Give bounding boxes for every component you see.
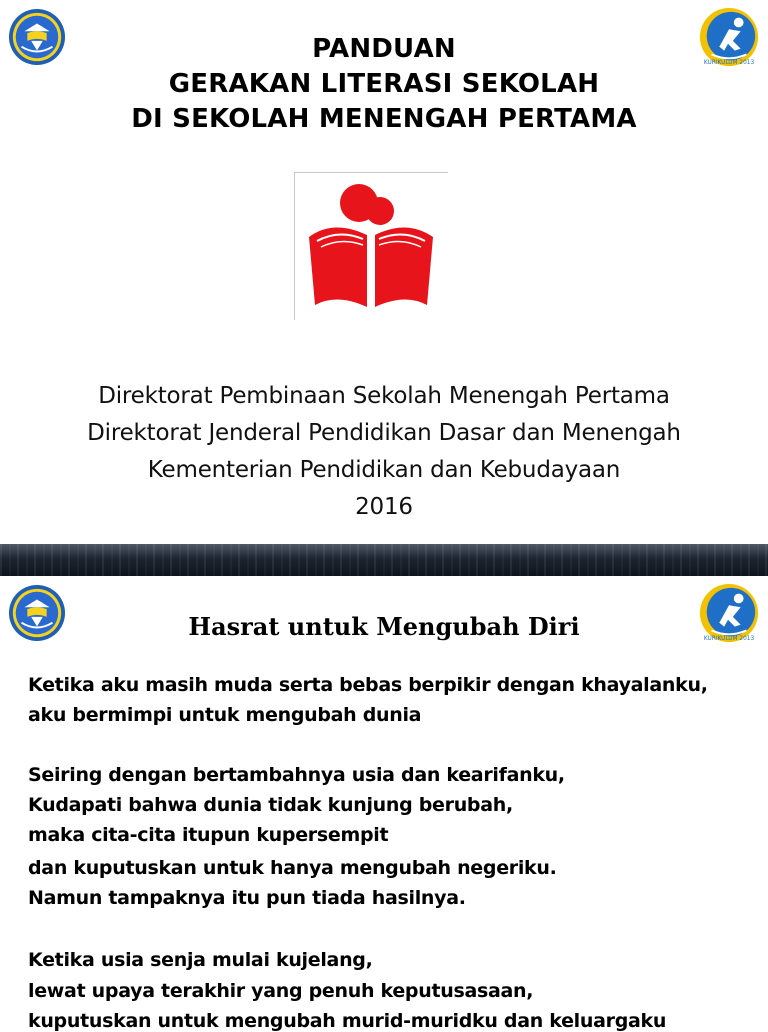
doc-title-line-1: PANDUAN <box>312 34 456 64</box>
doc-title-line-2: GERAKAN LITERASI SEKOLAH <box>168 69 600 99</box>
poem-line: dan kuputuskan untuk hanya mengubah negeriku. <box>28 857 557 879</box>
literacy-book-logo <box>294 172 448 320</box>
poem-line: kuputuskan untuk mengubah murid-muridku dan keluargaku <box>28 1010 667 1032</box>
poem-line: Ketika usia senja mulai kujelang, <box>28 949 373 971</box>
kurikulum-logo-text: KURIKULUM 2013 <box>703 60 755 67</box>
poem-line: Namun tampaknya itu pun tiada hasilnya. <box>28 887 466 909</box>
open-book-icon <box>295 173 449 321</box>
poem-line: aku bermimpi untuk mengubah dunia <box>28 704 422 726</box>
doc-title-line-3: DI SEKOLAH MENENGAH PERTAMA <box>131 104 637 134</box>
poem-line: lewat upaya terakhir yang penuh keputusasaan, <box>28 980 534 1002</box>
publication-year: 2016 <box>355 494 413 520</box>
institution-line-1: Direktorat Pembinaan Sekolah Menengah Pertama <box>98 383 670 409</box>
slide-divider <box>0 544 768 576</box>
poem-line: Ketika aku masih muda serta bebas berpikir dengan khayalanku, <box>28 674 708 696</box>
poem-line: Kudapati bahwa dunia tidak kunjung berubah, <box>28 794 513 816</box>
institution-line-2: Direktorat Jenderal Pendidikan Dasar dan Menengah <box>87 420 681 446</box>
institution-line-3: Kementerian Pendidikan dan Kebudayaan <box>147 457 621 483</box>
kurikulum-logo-text-2: KURIKULUM 2013 <box>703 636 755 643</box>
poem-title: Hasrat untuk Mengubah Diri <box>188 612 580 641</box>
poem-line: maka cita-cita itupun kupersempit <box>28 824 389 846</box>
poem-line: Seiring dengan bertambahnya usia dan kearifanku, <box>28 764 565 786</box>
